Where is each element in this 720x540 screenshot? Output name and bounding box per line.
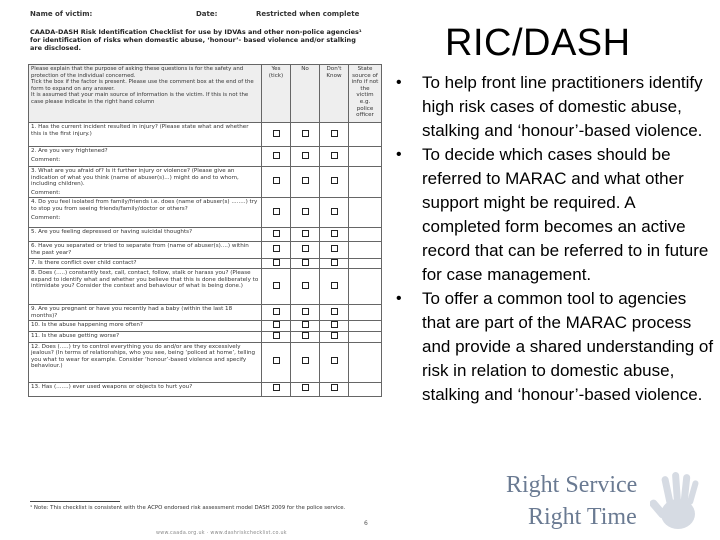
answer-cell-no [291,331,320,342]
answer-cell-dont-know [320,305,349,321]
answer-cell-no [291,258,320,269]
table-row [29,123,382,147]
question-text: 11. Is the abuse getting worse? [31,332,120,339]
checkbox-dont-know[interactable] [331,208,338,215]
answer-cell-yes [262,167,291,198]
checkbox-dont-know[interactable] [331,357,338,364]
answer-cell-dont-know [320,228,349,242]
checkbox-no[interactable] [302,308,309,315]
source-cell[interactable] [349,228,382,242]
table-row [29,342,382,382]
question-cell [29,382,262,396]
table-row [29,305,382,321]
source-cell[interactable] [349,321,382,332]
question-cell [29,321,262,332]
restricted-label: Restricted when complete [256,10,360,18]
column-yes: Yes (tick) [262,65,291,123]
checkbox-yes[interactable] [273,230,280,237]
answer-cell-no [291,167,320,198]
checkbox-no[interactable] [302,384,309,391]
checkbox-dont-know[interactable] [331,130,338,137]
answer-cell-dont-know [320,167,349,198]
column-source: State source of info if not the victim e.g. police officer [349,65,382,123]
answer-cell-dont-know [320,382,349,396]
question-cell [29,342,262,382]
question-cell [29,167,262,198]
checklist-document [26,4,378,536]
column-no: No [291,65,320,123]
question-cell [29,198,262,228]
intro-purpose: Please explain that the purpose of asking these questions is for the safety and protection of the individual concerned. [31,66,244,79]
checkbox-no[interactable] [302,130,309,137]
source-cell[interactable] [349,167,382,198]
question-text: 12. Does (.....) try to control everything you do and/or are they excessively jealous? (In terms of relationships, who you see, being ‘policed at home’, telling you what to wear for example. Consider ‘honour’-based violence and specify behaviour.) [31,343,256,370]
question-cell [29,305,262,321]
answer-cell-yes [262,321,291,332]
question-text: 8. Does (.....) constantly text, call, contact, follow, stalk or harass you? (Please expand to identify what and whether you believe that this is done deliberately to intimidate you? Consider the context and behaviour of what is being done.) [31,270,259,290]
table-row [29,382,382,396]
comment-label: Comment: [31,189,61,196]
answer-cell-yes [262,342,291,382]
question-text: 9. Are you pregnant or have you recently had a baby (within the last 18 months)? [31,306,233,319]
question-text: 1. Has the current incident resulted in injury? (Please state what and whether this is the first injury.) [31,124,249,137]
question-cell [29,269,262,305]
answer-cell-no [291,305,320,321]
answer-cell-no [291,123,320,147]
question-text: 13. Has (.......) ever used weapons or objects to hurt you? [31,383,193,390]
checkbox-dont-know[interactable] [331,230,338,237]
bullet-item: • To decide which cases should be referred to MARAC and what other support might be required. A completed form becomes an active record that can be referred to in future for case management. [395,143,717,287]
question-text: 4. Do you feel isolated from family/friends i.e. does (name of abuser(s) ........) try to stop you from seeing friends/family/doctor or others? [31,199,258,212]
questions-body [29,123,382,397]
source-cell[interactable] [349,269,382,305]
checkbox-no[interactable] [302,208,309,215]
checkbox-yes[interactable] [273,177,280,184]
checkbox-dont-know[interactable] [331,259,338,266]
table-row [29,167,382,198]
checkbox-yes[interactable] [273,208,280,215]
table-row [29,331,382,342]
question-cell [29,258,262,269]
answer-cell-dont-know [320,198,349,228]
right-service-logo [500,468,714,538]
checkbox-no[interactable] [302,259,309,266]
answer-cell-yes [262,382,291,396]
logo-line-1: Right Service [506,472,638,498]
checkbox-dont-know[interactable] [331,332,338,339]
intro-source: It is assumed that your main source of information is the victim. If this is not the case please indicate in the right hand column [31,92,249,105]
slide-title: RIC/DASH [445,22,631,64]
question-text: 6. Have you separated or tried to separate from (name of abuser(s)....) within the past year? [31,243,249,256]
checkbox-dont-know[interactable] [331,282,338,289]
checkbox-dont-know[interactable] [331,245,338,252]
checkbox-yes[interactable] [273,245,280,252]
answer-cell-dont-know [320,342,349,382]
intro-cell [29,65,262,123]
answer-cell-dont-know [320,269,349,305]
answer-cell-no [291,269,320,305]
table-row [29,198,382,228]
answer-cell-no [291,228,320,242]
name-of-victim-label: Name of victim: [30,10,93,18]
hand-icon [650,468,710,538]
checkbox-yes[interactable] [273,130,280,137]
checkbox-no[interactable] [302,332,309,339]
source-cell[interactable] [349,147,382,167]
checkbox-yes[interactable] [273,259,280,266]
answer-cell-dont-know [320,258,349,269]
answer-cell-yes [262,269,291,305]
source-cell[interactable] [349,258,382,269]
table-row [29,228,382,242]
table-row [29,258,382,269]
question-cell [29,242,262,258]
bullet-item: • To offer a common tool to agencies that are part of the MARAC process and provide a shared understanding of risk in relation to domestic abuse, stalking and ‘honour’-based violence. [395,287,717,407]
question-text: 2. Are you very frightened? [31,148,108,154]
source-cell[interactable] [349,305,382,321]
checkbox-no[interactable] [302,230,309,237]
answer-cell-yes [262,198,291,228]
question-text: 5. Are you feeling depressed or having suicidal thoughts? [31,229,193,236]
answer-cell-no [291,321,320,332]
checkbox-no[interactable] [302,282,309,289]
column-dont-know: Don't Know [320,65,349,123]
checkbox-dont-know[interactable] [331,321,338,328]
checkbox-dont-know[interactable] [331,152,338,159]
source-cell[interactable] [349,342,382,382]
checkbox-no[interactable] [302,152,309,159]
checkbox-yes[interactable] [273,152,280,159]
checkbox-yes[interactable] [273,282,280,289]
checkbox-yes[interactable] [273,321,280,328]
answer-cell-yes [262,331,291,342]
table-row [29,242,382,258]
bullet-item: • To help front line practitioners identify high risk cases of domestic abuse, stalking and ‘honour’-based violence. [395,71,717,143]
logo-line-2: Right Time [528,504,637,530]
checkbox-yes[interactable] [273,308,280,315]
answer-cell-no [291,342,320,382]
source-cell[interactable] [349,382,382,396]
table-row [29,321,382,332]
answer-cell-no [291,198,320,228]
checkbox-dont-know[interactable] [331,384,338,391]
answer-cell-dont-know [320,123,349,147]
checkbox-no[interactable] [302,245,309,252]
answer-cell-yes [262,147,291,167]
answer-cell-dont-know [320,321,349,332]
document-title: CAADA-DASH Risk Identification Checklist for use by IDVAs and other non-police agencies¹ for identification of risks when domestic abuse, ‘honour’- based violence and/or stalking are disclosed. [30,28,362,52]
comment-label: Comment: [31,156,61,163]
footer-url: www.caada.org.uk · www.dashriskchecklist.co.uk [156,531,287,536]
answer-cell-no [291,147,320,167]
checkbox-no[interactable] [302,357,309,364]
checkbox-yes[interactable] [273,332,280,339]
answer-cell-yes [262,258,291,269]
answer-cell-yes [262,305,291,321]
question-cell [29,123,262,147]
comment-label: Comment: [31,214,61,221]
question-text: 3. What are you afraid of? Is it further injury or violence? (Please give an indication of what you think (name of abuser(s)...) might do and to whom, including children). [31,168,239,188]
checkbox-no[interactable] [302,177,309,184]
bullet-list [395,71,717,407]
table-row [29,147,382,167]
table-header-row [29,65,382,123]
checkbox-yes[interactable] [273,384,280,391]
page-number: 6 [364,520,368,527]
answer-cell-yes [262,228,291,242]
checkbox-dont-know[interactable] [331,177,338,184]
source-cell[interactable] [349,331,382,342]
checkbox-dont-know[interactable] [331,308,338,315]
answer-cell-dont-know [320,147,349,167]
answer-cell-no [291,382,320,396]
answer-cell-no [291,242,320,258]
footnote: ¹ Note: This checklist is consistent with the ACPO endorsed risk assessment model DASH 2009 for the police service. [30,505,346,511]
answer-cell-dont-know [320,242,349,258]
checkbox-yes[interactable] [273,357,280,364]
table-row [29,269,382,305]
intro-tick: Tick the box if the factor is present. Please use the comment box at the end of the form to expand on any answer. [31,79,254,92]
question-cell [29,228,262,242]
source-cell[interactable] [349,123,382,147]
answer-cell-yes [262,123,291,147]
source-cell[interactable] [349,242,382,258]
question-text: 7. Is there conflict over child contact? [31,259,137,266]
answer-cell-dont-know [320,331,349,342]
checklist-table [28,64,382,397]
question-cell [29,331,262,342]
question-text: 10. Is the abuse happening more often? [31,322,143,329]
date-label: Date: [196,10,218,18]
answer-cell-yes [262,242,291,258]
source-cell[interactable] [349,198,382,228]
question-cell [29,147,262,167]
footnote-divider [30,501,120,502]
checkbox-no[interactable] [302,321,309,328]
